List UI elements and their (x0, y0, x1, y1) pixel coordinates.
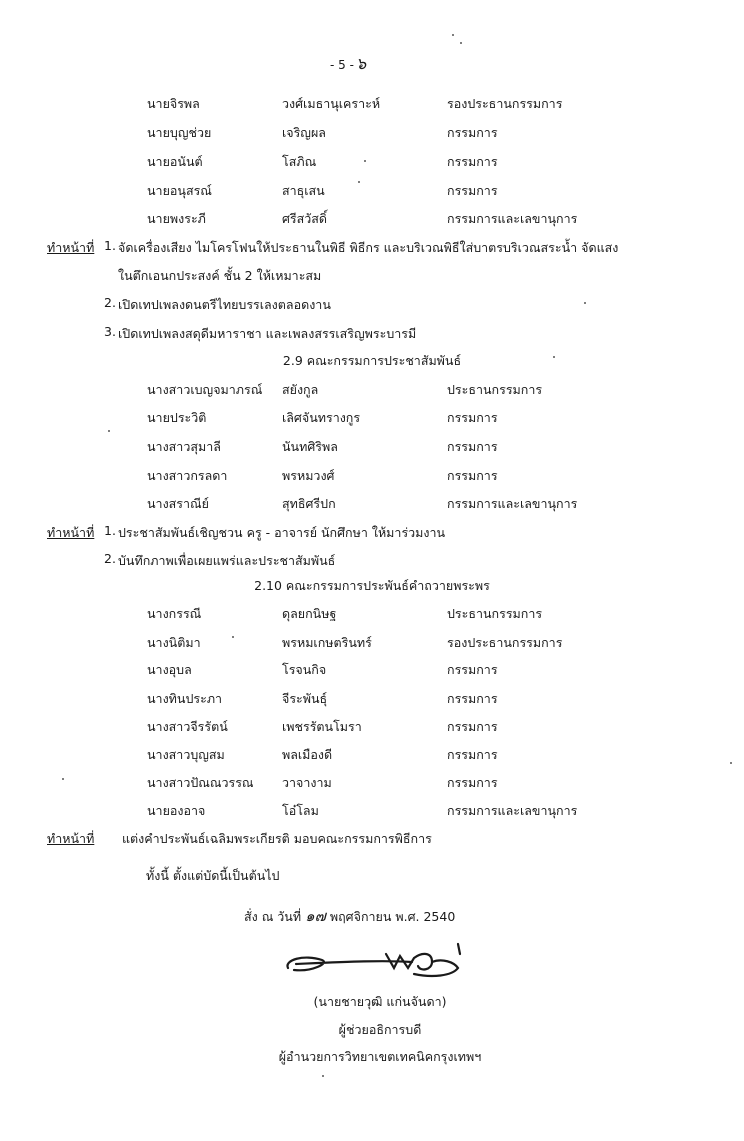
duty-label: ทำหน้าที่ (47, 240, 95, 255)
scan-speck (553, 356, 555, 358)
member-role: กรรมการและเลขานุการ (447, 211, 578, 226)
duty-text: ประชาสัมพันธ์เชิญชวน ครู - อาจารย์ นักศึกษา ให้มาร่วมงาน (118, 525, 446, 540)
member-family-name: พลเมืองดี (282, 747, 333, 762)
member-family-name: เพชรรัตนโมรา (282, 719, 362, 734)
member-given-name: นางกรรณี (147, 606, 202, 621)
member-given-name: นายประวิติ (147, 410, 207, 425)
member-role: กรรมการ (447, 410, 498, 425)
order-date-prefix: สั่ง ณ วันที่ (244, 909, 302, 924)
member-given-name: นางสาวปัณณวรรณ (147, 775, 254, 790)
member-family-name: โสภิณ (282, 154, 317, 169)
signatory-organization: ผู้อำนวยการวิทยาเขตเทคนิคกรุงเทพฯ (278, 1049, 482, 1064)
member-role: กรรมการ (447, 719, 498, 734)
duty-number: 3. (104, 324, 116, 339)
scan-speck (584, 302, 586, 304)
member-given-name: นางนิติมา (147, 635, 201, 650)
committee-heading: 2.10 คณะกรรมการประพันธ์คำถวายพระพร (254, 578, 490, 593)
member-family-name: สาธุเสน (282, 183, 325, 198)
member-given-name: นายบุญช่วย (147, 125, 212, 140)
page-number: - 5 - ๖ (330, 54, 367, 73)
member-family-name: นันทศิริพล (282, 439, 338, 454)
member-role: กรรมการและเลขานุการ (447, 803, 578, 818)
member-role: กรรมการ (447, 439, 498, 454)
member-given-name: นางสาวกรลดา (147, 468, 228, 483)
member-role: รองประธานกรรมการ (447, 635, 563, 650)
member-family-name: ดุลยกนิษฐ (282, 606, 337, 621)
member-given-name: นายองอาจ (147, 803, 206, 818)
member-family-name: สุทธิศรีปก (282, 496, 336, 511)
member-family-name: วงศ์เมธานุเคราะห์ (282, 96, 381, 111)
member-role: กรรมการ (447, 125, 498, 140)
signatory-title: ผู้ช่วยอธิการบดี (338, 1022, 422, 1037)
member-role: รองประธานกรรมการ (447, 96, 563, 111)
order-date (244, 904, 455, 928)
duty-text-continued: ในตึกเอนกประสงค์ ชั้น 2 ให้เหมาะสม (118, 268, 322, 283)
member-given-name: นางทินประภา (147, 691, 223, 706)
member-family-name: สยังกูล (282, 382, 319, 397)
member-family-name: พรหมวงศ์ (282, 468, 335, 483)
member-role: กรรมการ (447, 468, 498, 483)
member-family-name: โอ๋โลม (282, 803, 319, 818)
member-family-name: โรจนกิจ (282, 662, 327, 677)
member-family-name: พรหมเกษตรินทร์ (282, 635, 372, 650)
duty-number: 1. (104, 523, 116, 538)
member-role: กรรมการ (447, 154, 498, 169)
member-given-name: นายจิรพล (147, 96, 200, 111)
member-given-name: นางสาวเบญจมาภรณ์ (147, 382, 263, 397)
duty-number: 2. (104, 551, 116, 566)
member-given-name: นายอนันต์ (147, 154, 203, 169)
member-given-name: นางสาวสุมาลี (147, 439, 221, 454)
duty-label: ทำหน้าที่ (47, 525, 95, 540)
signature (282, 938, 472, 988)
member-given-name: นายอนุสรณ์ (147, 183, 212, 198)
duty-number: 1. (104, 238, 116, 253)
member-given-name: นางสาวบุญสม (147, 747, 225, 762)
member-role: กรรมการ (447, 183, 498, 198)
member-given-name: นางสาวจีรรัตน์ (147, 719, 228, 734)
duty-text: เปิดเทปเพลงสดุดีมหาราชา และเพลงสรรเสริญพระบารมี (118, 326, 417, 341)
member-role: ประธานกรรมการ (447, 606, 543, 621)
scan-speck (108, 430, 110, 432)
duty-number: 2. (104, 295, 116, 310)
scan-speck (460, 42, 462, 44)
effective-clause: ทั้งนี้ ตั้งแต่บัดนี้เป็นต้นไป (146, 868, 280, 883)
scan-speck (364, 160, 366, 162)
handwritten-day: ๑๗ (305, 907, 326, 925)
scan-speck (730, 762, 732, 764)
member-given-name: นางสราณีย์ (147, 496, 209, 511)
scan-speck (322, 1075, 324, 1077)
duty-text: บันทึกภาพเพื่อเผยแพร่และประชาสัมพันธ์ (118, 553, 336, 568)
member-given-name: นายพงระภี (147, 211, 206, 226)
member-family-name: เจริญผล (282, 125, 326, 140)
member-family-name: วาจางาม (282, 775, 332, 790)
duty-text: เปิดเทปเพลงดนตรีไทยบรรเลงตลอดงาน (118, 297, 331, 312)
member-family-name: ศรีสวัสดิ์ (282, 211, 328, 226)
scan-speck (62, 778, 64, 780)
member-role: ประธานกรรมการ (447, 382, 543, 397)
duty-text: แต่งคำประพันธ์เฉลิมพระเกียรติ มอบคณะกรรมการพิธีการ (122, 831, 432, 846)
scan-speck (452, 34, 454, 36)
scan-speck (358, 181, 360, 183)
member-family-name: เลิศจันทรางกูร (282, 410, 361, 425)
handwritten-page-number: ๖ (355, 54, 367, 73)
member-role: กรรมการ (447, 691, 498, 706)
scan-speck (232, 636, 234, 638)
member-role: กรรมการ (447, 775, 498, 790)
duty-text: จัดเครื่องเสียง ไมโครโฟนให้ประธานในพิธี พิธีกร และบริเวณพิธีใส่บาตรบริเวณสระน้ำ จัดแสง (118, 240, 619, 255)
member-role: กรรมการและเลขานุการ (447, 496, 578, 511)
member-role: กรรมการ (447, 747, 498, 762)
committee-heading: 2.9 คณะกรรมการประชาสัมพันธ์ (282, 353, 462, 368)
duty-label: ทำหน้าที่ (47, 831, 95, 846)
member-role: กรรมการ (447, 662, 498, 677)
order-date-suffix: พฤศจิกายน พ.ศ. 2540 (329, 909, 456, 924)
member-family-name: จีระพันธุ์ (282, 691, 328, 706)
member-given-name: นางอุบล (147, 662, 192, 677)
signatory-name: (นายชายวุฒิ แก่นจันดา) (313, 994, 447, 1009)
